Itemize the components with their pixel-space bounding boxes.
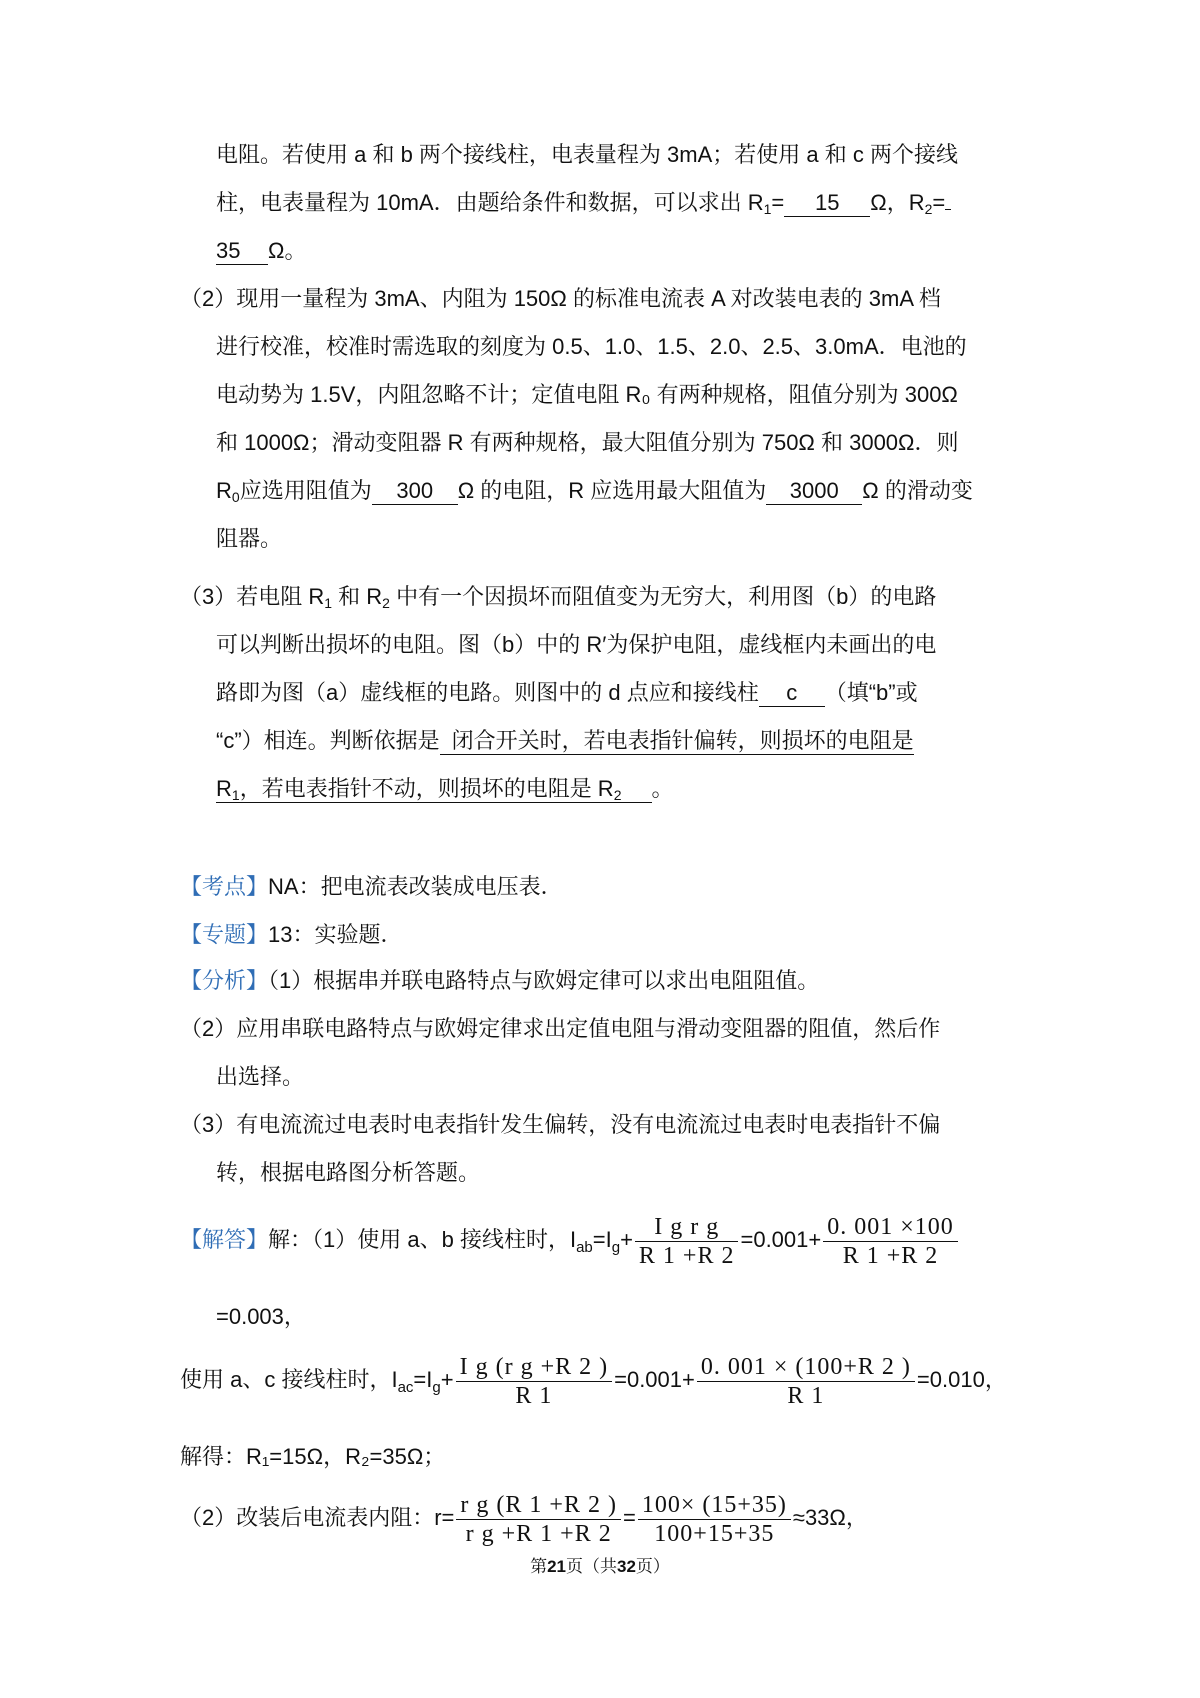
- text: 和 1000Ω；滑动变阻器 R 有两种规格，最大阻值分别为 750Ω 和 3000Ω．则: [216, 430, 959, 455]
- text: Ω，R: [870, 190, 925, 215]
- text: R: [216, 478, 232, 503]
- subscript: 1: [324, 595, 333, 611]
- fraction: [635, 1213, 739, 1270]
- text: 电阻。若使用 a 和 b 两个接线柱，电表量程为 3mA；若使用 a 和 c 两个接线: [216, 142, 958, 167]
- text: =0.010，: [916, 1367, 1007, 1392]
- fraction-denominator: 100+15+35: [654, 1520, 775, 1547]
- fraction: [823, 1213, 958, 1270]
- text-line: [216, 140, 958, 170]
- text: 出选择。: [216, 1064, 305, 1089]
- zhuanti-line: [180, 920, 403, 950]
- text-line: [216, 678, 918, 708]
- text-line: [180, 1110, 940, 1140]
- text: =: [622, 1505, 636, 1530]
- text: （3）若电阻 R: [180, 584, 325, 609]
- answer-line-4: [180, 1442, 445, 1472]
- text-line: [216, 726, 914, 756]
- text: 转，根据电路图分析答题。: [216, 1160, 481, 1185]
- text: =0.001+: [614, 1367, 695, 1392]
- text: 应选用阻值为: [239, 478, 372, 503]
- answer-line-5: [180, 1488, 868, 1548]
- fraction: [456, 1491, 621, 1548]
- text: +: [620, 1227, 633, 1252]
- answer-blank-r2-start: [945, 209, 951, 210]
- answer-text: ，若电表指针不动，则损坏的电阻是 R: [239, 776, 614, 801]
- answer-blank-r2: [216, 238, 268, 265]
- fraction-denominator: r g +R 1 +R 2: [465, 1520, 612, 1547]
- text: =: [771, 190, 785, 215]
- text-line: [216, 774, 674, 804]
- text: 解：（1）使用 a、b 接线柱时，I: [268, 1227, 577, 1252]
- text-line: [216, 236, 306, 266]
- text: 阻器。: [216, 526, 283, 551]
- text-line: [216, 630, 936, 660]
- fraction-denominator: R 1 +R 2: [638, 1242, 735, 1269]
- answer-blank-reason-cont: [216, 776, 652, 803]
- kaodian-line: [180, 872, 563, 902]
- text: （2）应用串联电路特点与欧姆定律求出定值电阻与滑动变阻器的阻值，然后作: [180, 1016, 941, 1041]
- subscript: g: [432, 1379, 441, 1396]
- answer-line-3: [180, 1350, 1007, 1410]
- text: =I: [592, 1227, 612, 1252]
- text-line: [216, 524, 282, 554]
- answer-blank-terminal: [759, 680, 825, 707]
- subscript: 2: [613, 787, 622, 803]
- text: （2）现用一量程为 3mA、内阻为 150Ω 的标准电流表 A 对改装电表的 3mA 档: [180, 286, 941, 311]
- answer-blank-reason: [440, 728, 914, 755]
- fraction: [638, 1491, 791, 1548]
- subscript: g: [611, 1239, 621, 1256]
- text-line: [216, 1158, 480, 1188]
- text: Ω 的滑动变: [862, 478, 973, 503]
- answer-text: 300: [396, 478, 434, 503]
- text-line: [216, 188, 951, 218]
- subscript: ac: [397, 1379, 414, 1396]
- total-pages: 32: [617, 1557, 636, 1576]
- answer-line-1: [180, 1210, 960, 1270]
- fraction-numerator: 100× (15+35): [638, 1491, 791, 1520]
- text: （3）有电流流过电表时电表指针发生偏转，没有电流流过电表时电表指针不偏: [180, 1112, 941, 1137]
- answer-text: 15: [815, 190, 840, 215]
- answer-text: 3000: [789, 478, 839, 503]
- answer-text: R: [216, 776, 232, 801]
- text: 路即为图（a）虚线框的电路。则图中的 d 点应和接线柱: [216, 680, 759, 705]
- footer-text: 页（共: [566, 1557, 617, 1576]
- text: 柱，电表量程为 10mA．由题给条件和数据，可以求出 R: [216, 190, 764, 215]
- subscript: 2: [382, 595, 390, 611]
- text: （1）根据串并联电路特点与欧姆定律可以求出电阻阻值。: [268, 968, 820, 993]
- answer-blank-r1: [784, 190, 870, 217]
- text: 。: [651, 776, 674, 801]
- answer-line-2: [216, 1302, 306, 1332]
- text: 使用 a、c 接线柱时，I: [180, 1367, 398, 1392]
- text-line: [180, 582, 936, 612]
- answer-blank-r: [766, 478, 862, 505]
- text-line: [180, 284, 941, 314]
- fraction-numerator: I g (r g +R 2 ): [456, 1353, 613, 1382]
- fenxi-line: [180, 966, 819, 996]
- text: Ω。: [268, 238, 307, 263]
- text: （2）改装后电流表内阻：r=: [180, 1505, 455, 1530]
- text: +: [440, 1367, 454, 1392]
- text: NA：把电流表改装成电压表．: [268, 874, 563, 899]
- fraction-numerator: r g (R 1 +R 2 ): [456, 1491, 621, 1520]
- text: Ω 的电阻，R 应选用最大阻值为: [457, 478, 767, 503]
- jieda-tag: 【解答】: [180, 1227, 269, 1252]
- text-line: [216, 332, 967, 362]
- fraction-numerator: 0. 001 × (100+R 2 ): [697, 1353, 915, 1382]
- text: =: [932, 190, 946, 215]
- answer-text: 35: [216, 238, 241, 263]
- text-line: [216, 1062, 304, 1092]
- text: =I: [413, 1367, 433, 1392]
- subscript: 1: [763, 201, 772, 217]
- text: 13：实验题．: [268, 922, 403, 947]
- fraction-numerator: 0. 001 ×100: [823, 1213, 958, 1242]
- page-number: 21: [547, 1557, 566, 1576]
- subscript: ab: [576, 1239, 593, 1256]
- text: 电动势为 1.5V，内阻忽略不计；定值电阻 R₀ 有两种规格，阻值分别为 300Ω: [216, 382, 958, 407]
- text: （填“b”或: [824, 680, 918, 705]
- text: =0.003，: [216, 1304, 306, 1329]
- text: 可以判断出损坏的电阻。图（b）中的 R′为保护电阻，虚线框内未画出的电: [216, 632, 937, 657]
- text-line: [216, 476, 973, 506]
- text: =0.001+: [740, 1227, 822, 1252]
- subscript: 2: [924, 201, 933, 217]
- fraction-denominator: R 1 +R 2: [842, 1242, 939, 1269]
- subscript: 0: [231, 489, 240, 505]
- zhuanti-tag: 【专题】: [180, 922, 269, 947]
- subscript: 1: [231, 787, 240, 803]
- kaodian-tag: 【考点】: [180, 874, 269, 899]
- text-line: [180, 1014, 940, 1044]
- answer-text: 闭合开关时，若电表指针偏转，则损坏的电阻是: [451, 728, 914, 753]
- footer-text: 第: [530, 1557, 548, 1576]
- footer-text: 页）: [635, 1557, 670, 1576]
- text-line: [216, 428, 959, 458]
- fraction-numerator: I g r g: [635, 1213, 739, 1242]
- fraction-denominator: R 1: [787, 1382, 825, 1409]
- answer-text: c: [786, 680, 798, 705]
- fraction: [697, 1353, 915, 1410]
- page-footer: [0, 1552, 1200, 1577]
- text: ≈33Ω，: [792, 1505, 868, 1530]
- text: 进行校准，校准时需选取的刻度为 0.5、1.0、1.5、2.0、2.5、3.0mA．电池的: [216, 334, 967, 359]
- fenxi-tag: 【分析】: [180, 968, 269, 993]
- text: “c”）相连。判断依据是: [216, 728, 440, 753]
- text: 解得：R₁=15Ω，R₂=35Ω；: [180, 1444, 446, 1469]
- answer-blank-r0: [372, 478, 458, 505]
- text-line: [216, 380, 958, 410]
- fraction: [456, 1353, 613, 1410]
- fraction-denominator: R 1: [515, 1382, 553, 1409]
- text: 中有一个因损坏而阻值变为无穷大，利用图（b）的电路: [389, 584, 937, 609]
- text: 和 R: [332, 584, 383, 609]
